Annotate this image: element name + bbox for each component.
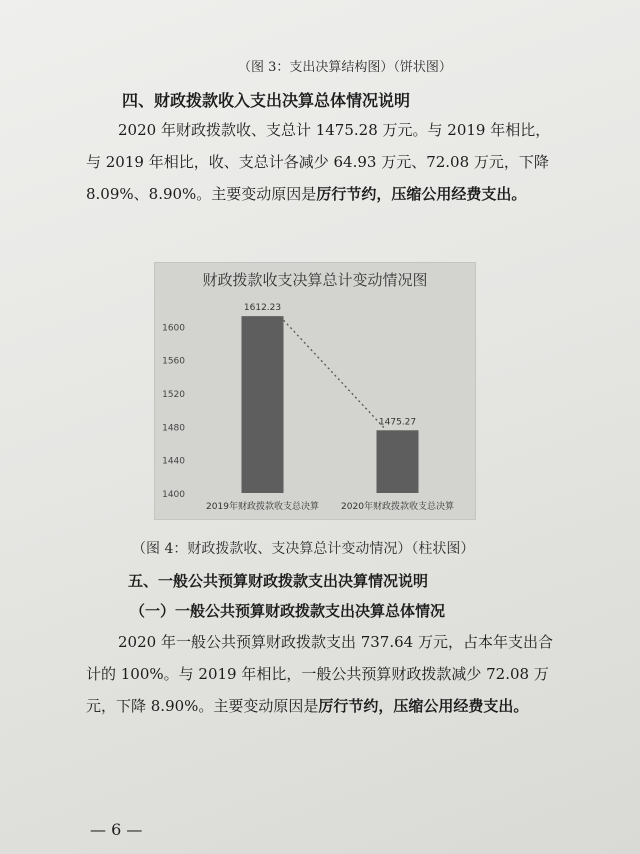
x-category-label: 2019年财政拨款收支总决算 <box>206 502 319 512</box>
page-number: — 6 — <box>90 820 143 839</box>
section-5-bold-text: 厉行节约，压缩公用经费支出。 <box>318 697 529 715</box>
bar <box>242 316 284 493</box>
bar <box>377 430 419 493</box>
y-tick-label: 1400 <box>162 490 185 500</box>
trend-dotted-line <box>284 320 385 428</box>
y-tick-label: 1480 <box>162 423 185 434</box>
section-5-paragraph <box>86 626 556 722</box>
bar-value-label: 1475.27 <box>378 417 417 428</box>
bar-chart-svg <box>155 263 475 519</box>
section-4-bold-text: 厉行节约，压缩公用经费支出。 <box>316 185 527 203</box>
bar-chart <box>154 262 476 520</box>
y-tick-label: 1600 <box>162 323 185 334</box>
bar-value-label: 1612.23 <box>243 303 282 314</box>
figure-4-caption: （图 4：财政拨款收、支决算总计变动情况）（柱状图） <box>132 541 475 557</box>
y-tick-label: 1560 <box>162 356 185 367</box>
chart-title: 财政拨款收支决算总计变动情况图 <box>202 271 428 289</box>
section-5-subheading: （一）一般公共预算财政拨款支出决算总体情况 <box>130 602 446 620</box>
section-4-text: 2020 年财政拨款收、支总计 1475.28 万元。与 2019 年相比，与 2019 年相比，收、支总计各减少 64.93 万元、72.08 万元，下降 8.09%、8.90%。主要变动原因是 <box>86 121 551 203</box>
figure-3-caption: （图 3：支出决算结构图）（饼状图） <box>238 60 452 75</box>
section-4-heading: 四、财政拨款收入支出决算总体情况说明 <box>122 91 411 110</box>
section-4-paragraph <box>86 114 556 210</box>
y-tick-label: 1440 <box>162 456 185 467</box>
section-5-heading: 五、一般公共预算财政拨款支出决算情况说明 <box>128 572 429 590</box>
y-tick-label: 1520 <box>162 390 185 400</box>
section-5-text: 2020 年一般公共预算财政拨款支出 737.64 万元，占本年支出合计的 100%。与 2019 年相比，一般公共预算财政拨款减少 72.08 万元，下降 8.90%。主要变动原因是 <box>86 633 553 715</box>
x-category-label: 2020年财政拨款收支总决算 <box>341 502 454 512</box>
